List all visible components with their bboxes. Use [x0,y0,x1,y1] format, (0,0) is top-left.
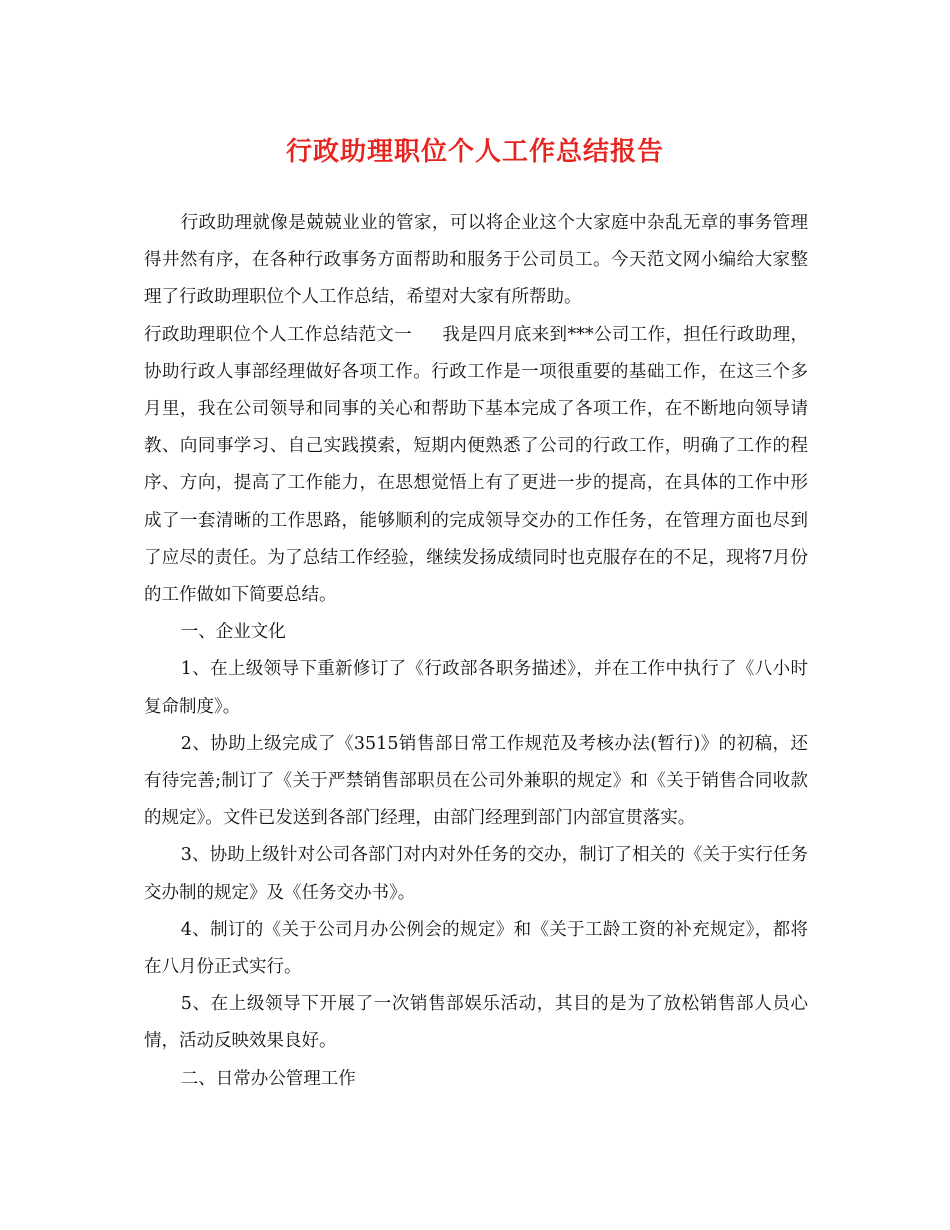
list-item-4: 4、制订的《关于公司月办公例会的规定》和《关于工龄工资的补充规定》，都将在八月份正式实行。 [144,919,808,978]
list-item-2: 2、协助上级完成了《3515销售部日常工作规范及考核办法(暂行)》的初稿，还有待完善;制订了《关于严禁销售部职员在公司外兼职的规定》和《关于销售合同收款的规定》。文件已发送到各部门经理，由部门经理到部门内部宣贯落实。 [144,733,808,829]
document-title: 行政助理职位个人工作总结报告 [285,137,664,167]
sample-paragraph [144,317,808,615]
list-item-5: 5、在上级领导下开展了一次销售部娱乐活动，其目的是为了放松销售部人员心情，活动反映效果良好。 [144,994,808,1052]
list-item-1: 1、在上级领导下重新修订了《行政部各职务描述》，并在工作中执行了《八小时复命制度》。 [144,659,808,717]
intro-paragraph: 行政助理就像是兢兢业业的管家，可以将企业这个大家庭中杂乱无章的事务管理得井然有序，在各种行政事务方面帮助和服务于公司员工。今天范文网小编给大家整理了行政助理职位个人工作总结，希望对大家有所帮助。 [144,213,808,308]
document-body [144,205,808,1098]
sample-body: 我是四月底来到***公司工作，担任行政助理，协助行政人事部经理做好各项工作。行政工作是一项很重要的基础工作，在这三个多月里，我在公司领导和同事的关心和帮助下基本完成了各项工作，在不断地向领导请教、向同事学习、自己实践摸索，短期内便熟悉了公司的行政工作，明确了工作的程序、方向，提高了工作能力，在思想觉悟上有了更进一步的提高，在具体的工作中形成了一套清晰的工作思路，能够顺利的完成领导交办的工作任务，在管理方面也尽到了应尽的责任。为了总结工作经验，继续发扬成绩同时也克服存在的不足，现将7月份的工作做如下简要总结。 [144,324,809,606]
section-heading-daily-office: 二、日常办公管理工作 [180,1068,356,1089]
sample-heading: 行政助理职位个人工作总结范文一 [144,324,412,345]
section-heading-corporate-culture: 一、企业文化 [180,622,286,643]
list-item-3: 3、协助上级针对公司各部门对内对外任务的交办，制订了相关的《关于实行任务交办制的规定》及《任务交办书》。 [144,845,808,903]
